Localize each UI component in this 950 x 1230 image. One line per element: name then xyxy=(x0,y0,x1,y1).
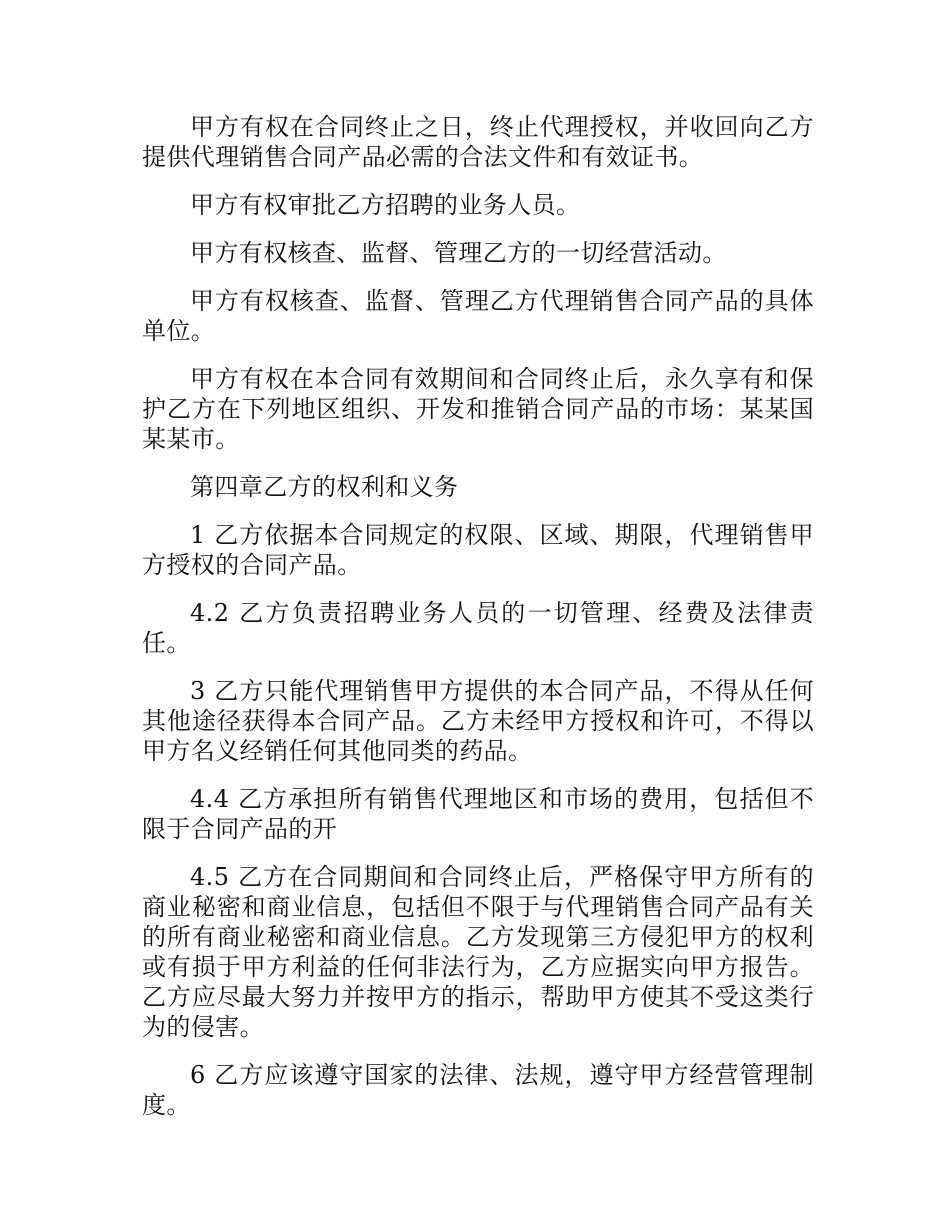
paragraph-audit-operations: 甲方有权核查、监督、管理乙方的一切经营活动。 xyxy=(190,239,727,267)
paragraph-audit-units: 甲方有权核查、监督、管理乙方代理销售合同产品的具体单位。 xyxy=(142,287,814,345)
paragraph-termination-right: 甲方有权在合同终止之日，终止代理授权，并收回向乙方提供代理销售合同产品必需的合法文件和有效证书。 xyxy=(142,113,814,171)
clause-4-4: 4.4 乙方承担所有销售代理地区和市场的费用，包括但不限于合同产品的开 xyxy=(142,785,814,843)
clause-4-2: 4.2 乙方负责招聘业务人员的一切管理、经费及法律责任。 xyxy=(142,599,814,657)
clause-4-5: 4.5 乙方在合同期间和合同终止后，严格保守甲方所有的商业秘密和商业信息，包括但不限于与代理销售合同产品有关的所有商业秘密和商业信息。乙方发现第三方侵犯甲方的权利或有损于甲方利益的任何非法行为，乙方应据实向甲方报告。乙方应尽最大努力并按甲方的指示，帮助甲方使其不受这类行为的侵害。 xyxy=(142,863,814,1041)
document-page xyxy=(142,112,814,1138)
chapter-heading: 第四章乙方的权利和义务 xyxy=(190,473,459,501)
paragraph-market-protection: 甲方有权在本合同有效期间和合同终止后，永久享有和保护乙方在下列地区组织、开发和推销合同产品的市场：某某国某某市。 xyxy=(142,365,814,453)
clause-6: 6 乙方应该遵守国家的法律、法规，遵守甲方经营管理制度。 xyxy=(142,1061,814,1119)
paragraph-approve-staff: 甲方有权审批乙方招聘的业务人员。 xyxy=(190,191,581,219)
clause-1: 1 乙方依据本合同规定的权限、区域、期限，代理销售甲方授权的合同产品。 xyxy=(142,521,814,579)
clause-3: 3 乙方只能代理销售甲方提供的本合同产品，不得从任何其他途径获得本合同产品。乙方未经甲方授权和许可，不得以甲方名义经销任何其他同类的药品。 xyxy=(142,677,814,765)
